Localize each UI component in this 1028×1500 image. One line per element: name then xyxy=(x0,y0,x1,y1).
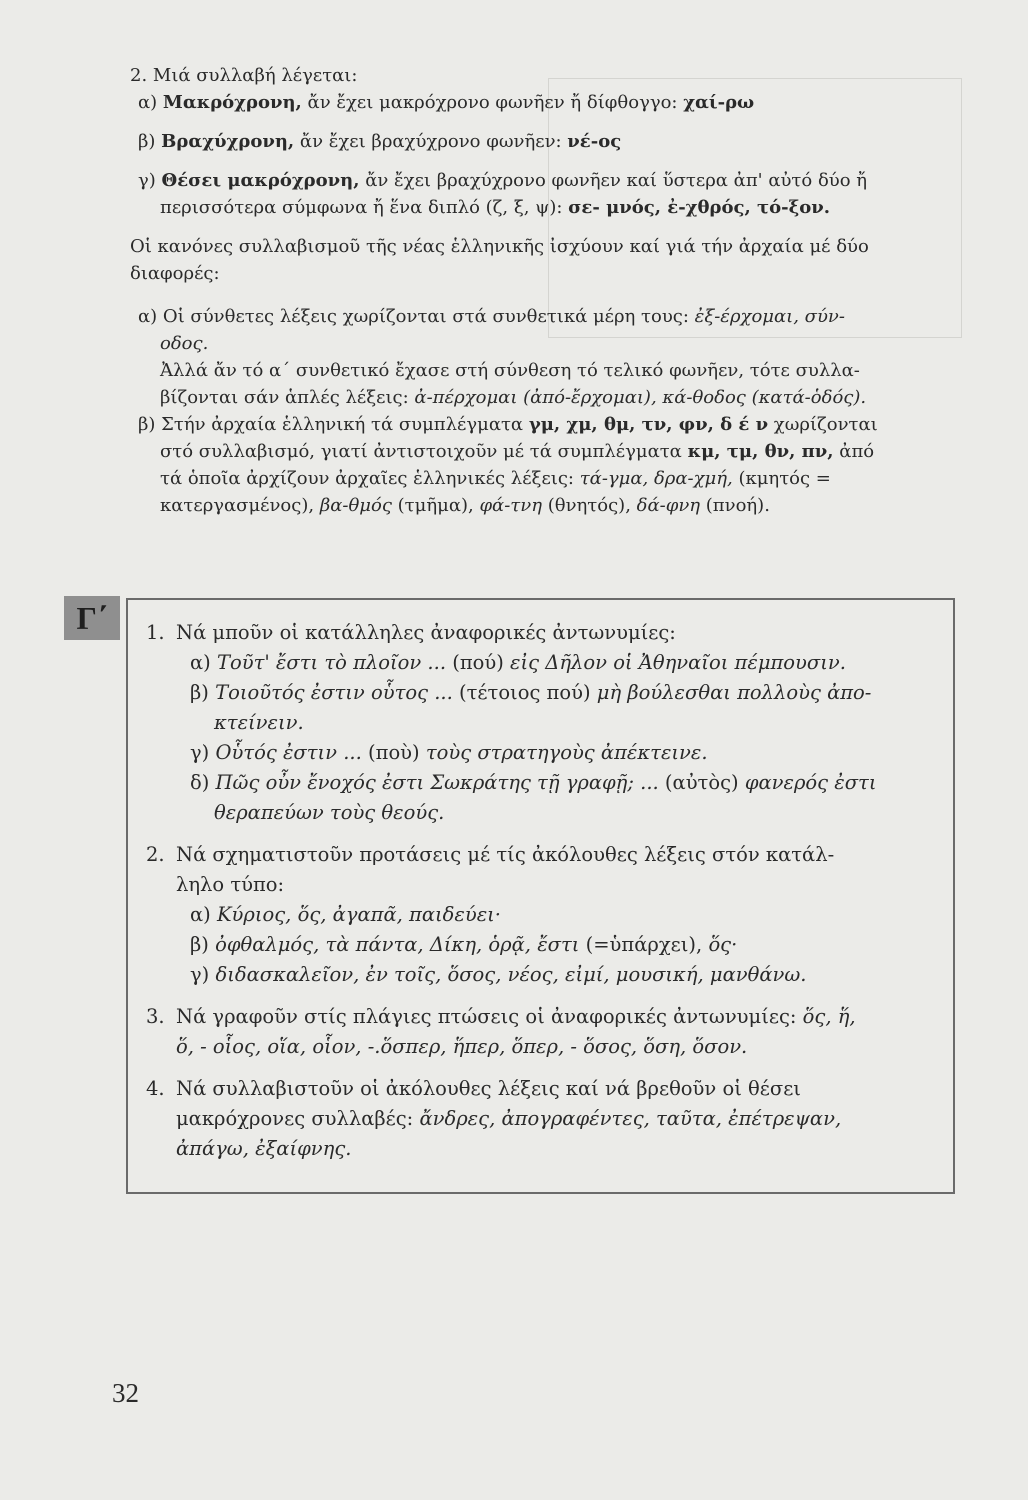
rule-intro: 2. Μιά συλλαβή λέγεται: xyxy=(130,65,358,86)
rule-position: γ) Θέσει μακρόχρονη, ἄν ἔχει βραχύχρονο φωνῆεν καί ὕστερα ἀπ' αὐτό δύο ἤ xyxy=(138,170,868,191)
difference-b: β) Στήν ἀρχαία ἑλληνική τά συμπλέγματα γμ, χμ, θμ, τν, φν, δ έ ν χωρίζονται xyxy=(138,414,878,435)
syllable-rules-section: 2. Μιά συλλαβή λέγεται: α) Μακρόχρονη, ἄν ἔχει μακρόχρονο φωνῆεν ἤ δίφθογγο: χαί-ρω β) Βραχύχρονη, ἄν ἔχει βραχύχρονο φωνῆεν: νέ-ος γ) Θέσει μακρόχρονη, ἄν ἔχει βραχύχρονο φωνῆεν καί ὕστερα ἀπ' αὐτό δύο ἤ περισσότερα σύμφωνα ἤ ἕνα διπλό (ζ, ξ, ψ): σε- μνός, ἐ-χθρός, τό-ξον. Οἱ κανόνες συλλαβισμοῦ τῆς νέας ἑλληνικῆς ἰσχύουν καί γιά τήν ἀρχαία μέ δύο διαφορές: α) Οἱ σύνθετες λέξεις χωρίζονται στά συνθετικά μέρη τους: ἐξ-έρχομαι, σύν- οδος. Ἀλλά ἄν τό α΄ συνθετικό ἔχασε στή σύνθεση τό τελικό φωνῆεν, τότε συλλα- βίζονται σάν ἁπλές λέξεις: ἀ-πέρχομαι (ἀπό-ἔρχομαι), κά-θοδος (κατά-ὁδός). β) Στήν ἀρχαία ἑλληνική τά συμπλέγματα γμ, χμ, θμ, τν, φν, δ έ ν χωρίζονται στό συλλαβισμό, γιατί ἀντιστοιχοῦν μέ τά συμπλέγματα κμ, τμ, θν, πν, ἀπό τά ὁποῖα ἀρχίζουν ἀρχαῖες ἑλληνικές λέξεις: τά-γμα, δρα-χμή, (κμητός = κατεργασμένος), βα-θμός (τμῆμα), φά-τνη (θνητός), δά-φνη (πνοή). xyxy=(130,62,970,519)
rule-long: α) Μακρόχρονη, ἄν ἔχει μακρόχρονο φωνῆεν ἤ δίφθογγο: χαί-ρω xyxy=(138,92,755,113)
section-badge: Γ΄ xyxy=(64,596,120,640)
differences-paragraph: Οἱ κανόνες συλλαβισμοῦ τῆς νέας ἑλληνικῆς ἰσχύουν καί γιά τήν ἀρχαία μέ δύο xyxy=(130,236,869,257)
page-number: 32 xyxy=(112,1378,139,1408)
exercise-4: 4. Νά συλλαβιστοῦν οἱ ἀκόλουθες λέξεις καί νά βρεθοῦν οἱ θέσει μακρόχρονες συλλαβές: ἄνδρες, ἀπογραφέντες, ταῦτα, ἐπέτρεψαν, ἀπάγω, ἐξαίφνης. xyxy=(146,1077,842,1160)
rule-short: β) Βραχύχρονη, ἄν ἔχει βραχύχρονο φωνῆεν: νέ-ος xyxy=(138,131,622,152)
rule-position-cont: περισσότερα σύμφωνα ἤ ἕνα διπλό (ζ, ξ, ψ): σε- μνός, ἐ-χθρός, τό-ξον. xyxy=(160,197,831,218)
exercise-2: 2. Νά σχηματιστοῦν προτάσεις μέ τίς ἀκόλουθες λέξεις στόν κατάλ- ληλο τύπο: α) Κύριος, ὅς, ἀγαπᾶ, παιδεύει· β) ὀφθαλμός, τὰ πάντα, Δίκη, ὁρᾷ, ἔστι (=ὑπάρχει), ὅς· γ) διδασκαλεῖον, ἐν τοῖς, ὅσος, νέος, εἰμί, μουσική, μανθάνω. xyxy=(146,843,835,986)
exercise-1: 1. Νά μποῦν οἱ κατάλληλες ἀναφορικές ἀντωνυμίες: α) Τοῦτ' ἔστι τὸ πλοῖον ... (πού) εἰς Δῆλον οἱ Ἀθηναῖοι πέμπουσιν. β) Τοιοῦτός ἐστιν οὗτος ... (τέτοιος πού) μὴ βούλεσθαι πολλοὺς ἀπο- κτείνειν. γ) Οὗτός ἐστιν ... (ποὺ) τοὺς στρατηγοὺς ἀπέκτεινε. δ) Πῶς οὖν ἔνοχός ἐστι Σωκράτης τῇ γραφῇ; ... (αὐτὸς) φανερός ἐστι θεραπεύων τοὺς θεούς. xyxy=(146,621,877,824)
exercise-3: 3. Νά γραφοῦν στίς πλάγιες πτώσεις οἱ ἀναφορικές ἀντωνυμίες: ὅς, ἥ, ὅ, - οἷος, οἵα, οἷον, -.ὅσπερ, ἥπερ, ὅπερ, - ὅσος, ὅση, ὅσον. xyxy=(146,1005,856,1058)
exercises-box xyxy=(126,598,955,1194)
difference-a: α) Οἱ σύνθετες λέξεις χωρίζονται στά συνθετικά μέρη τους: ἐξ-έρχομαι, σύν- xyxy=(138,306,845,327)
